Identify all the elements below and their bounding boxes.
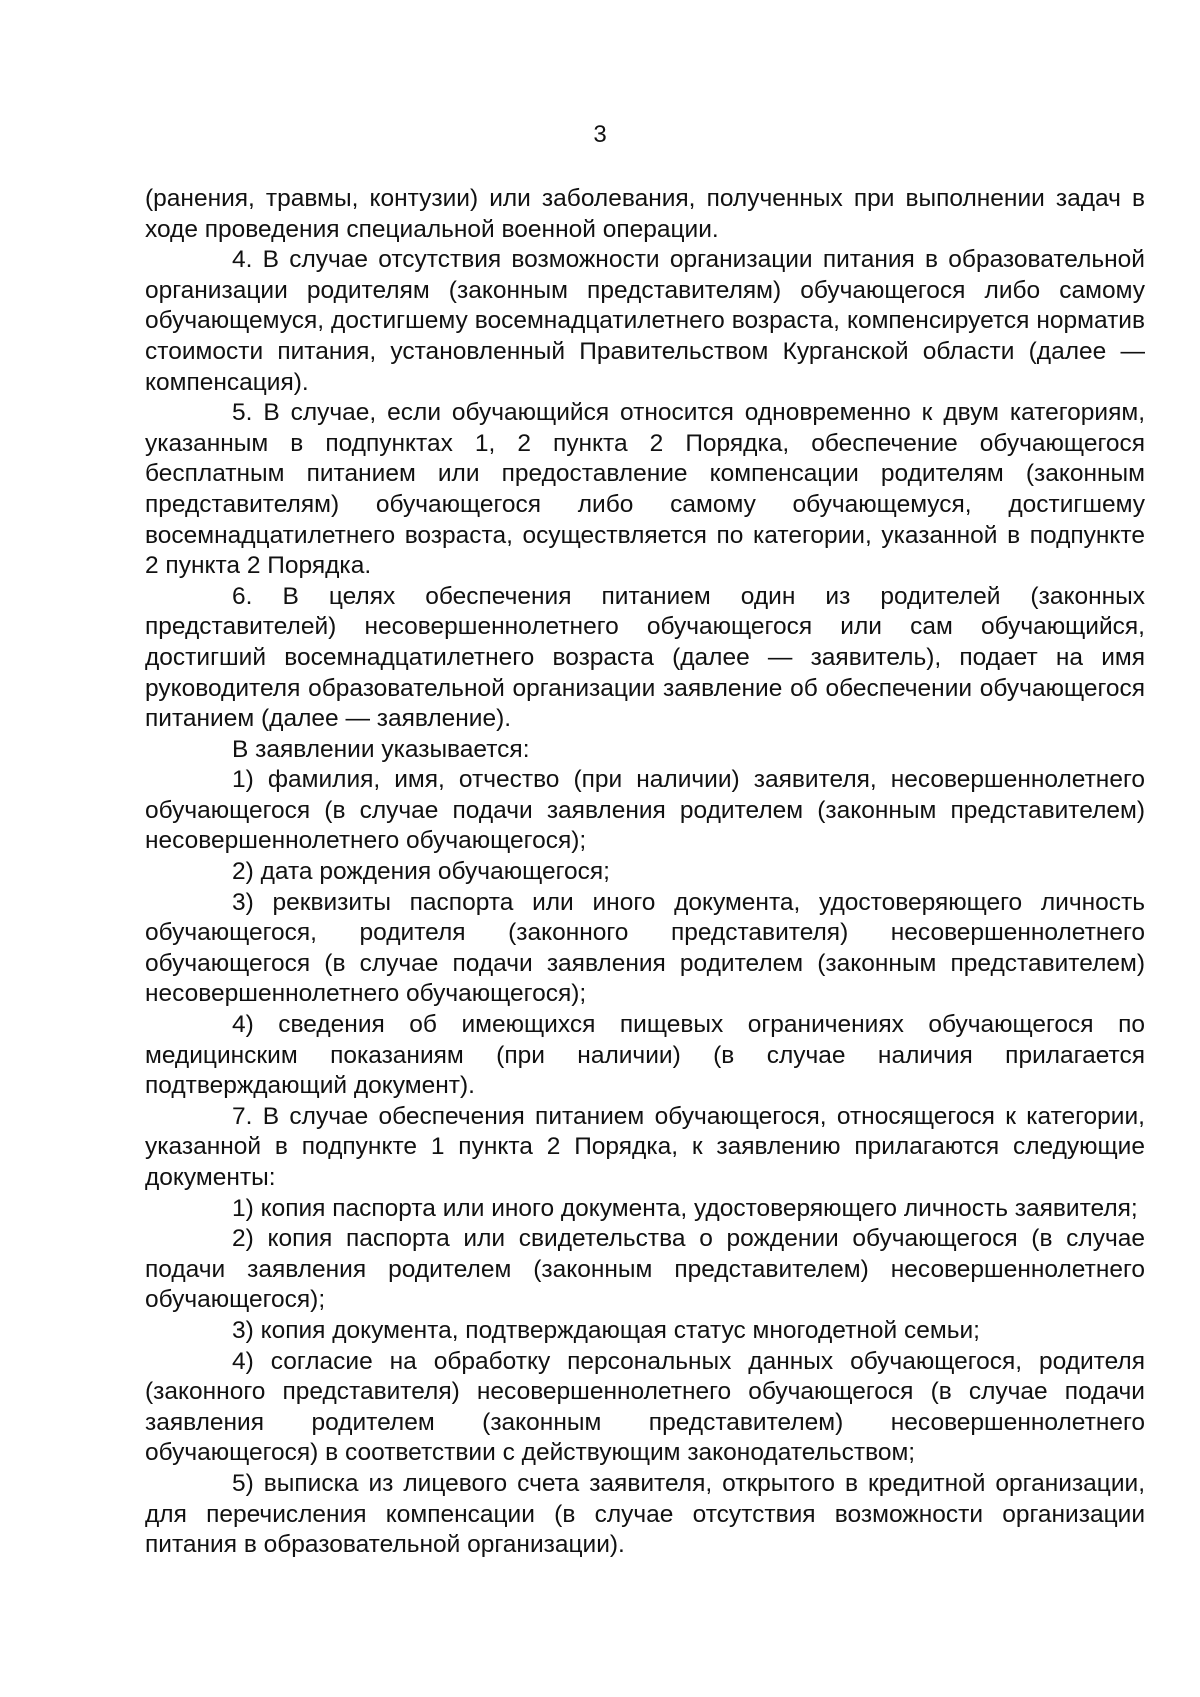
list-item-application-3: 3) реквизиты паспорта или иного документа, удостоверяющего личность обучающегося, родителя (законного представителя) несовершеннолетнего обучающегося (в случае подачи заявления родителем (законным представителем) несовершеннолетнего обучающегося);: [145, 888, 1145, 1008]
list-item-application-2: 2) дата рождения обучающегося;: [232, 858, 610, 886]
document-body: [145, 184, 1145, 1561]
list-item-document-1: 1) копия паспорта или иного документа, удостоверяющего личность заявителя;: [232, 1194, 1138, 1222]
paragraph-item-4: 4. В случае отсутствия возможности организации питания в образовательной организации родителям (законным представителям) обучающегося либо самому обучающемуся, достигшему восемнадцатилетнего возраста, компенсируется норматив стоимости питания, установленный Правительством Курганской области (далее — компенсация).: [145, 246, 1145, 396]
page-number: 3: [593, 121, 607, 148]
list-item-document-4: 4) согласие на обработку персональных данных обучающегося, родителя (законного представителя) несовершеннолетнего обучающегося (в случае подачи заявления родителем (законным представителем) несовершеннолетнего обучающегося) в соответствии с действующим законодательством;: [145, 1347, 1145, 1467]
list-item-application-4: 4) сведения об имеющихся пищевых ограничениях обучающегося по медицинским показаниям (при наличии) (в случае наличия прилагается подтверждающий документ).: [145, 1011, 1145, 1100]
paragraph-continuation: (ранения, травмы, контузии) или заболевания, полученных при выполнении задач в ходе проведения специальной военной операции.: [145, 185, 1145, 243]
paragraph-application-contents-intro: В заявлении указывается:: [232, 735, 530, 763]
list-item-document-5: 5) выписка из лицевого счета заявителя, открытого в кредитной организации, для перечисления компенсации (в случае отсутствия возможности организации питания в образовательной организации).: [145, 1469, 1145, 1559]
list-item-document-2: 2) копия паспорта или свидетельства о рождении обучающегося (в случае подачи заявления родителем (законным представителем) несовершеннолетнего обучающегося);: [145, 1225, 1145, 1314]
paragraph-item-6: 6. В целях обеспечения питанием один из родителей (законных представителей) несовершеннолетнего обучающегося или сам обучающийся, достигший восемнадцатилетнего возраста (далее — заявитель), подает на имя руководителя образовательной организации заявление об обеспечении обучающегося питанием (далее — заявление).: [145, 582, 1145, 733]
list-item-document-3: 3) копия документа, подтверждающая статус многодетной семьи;: [232, 1316, 980, 1344]
paragraph-item-7: 7. В случае обеспечения питанием обучающегося, относящегося к категории, указанной в подпункте 1 пункта 2 Порядка, к заявлению прилагаются следующие документы:: [145, 1102, 1145, 1191]
paragraph-item-5: 5. В случае, если обучающийся относится одновременно к двум категориям, указанным в подпунктах 1, 2 пункта 2 Порядка, обеспечение обучающегося бесплатным питанием или предоставление компенсации родителям (законным представителям) обучающегося либо самому обучающемуся, достигшему восемнадцатилетнего возраста, осуществляется по категории, указанной в подпункте 2 пункта 2 Порядка.: [145, 399, 1145, 580]
list-item-application-1: 1) фамилия, имя, отчество (при наличии) заявителя, несовершеннолетнего обучающегося (в случае подачи заявления родителем (законным представителем) несовершеннолетнего обучающегося);: [145, 766, 1145, 855]
